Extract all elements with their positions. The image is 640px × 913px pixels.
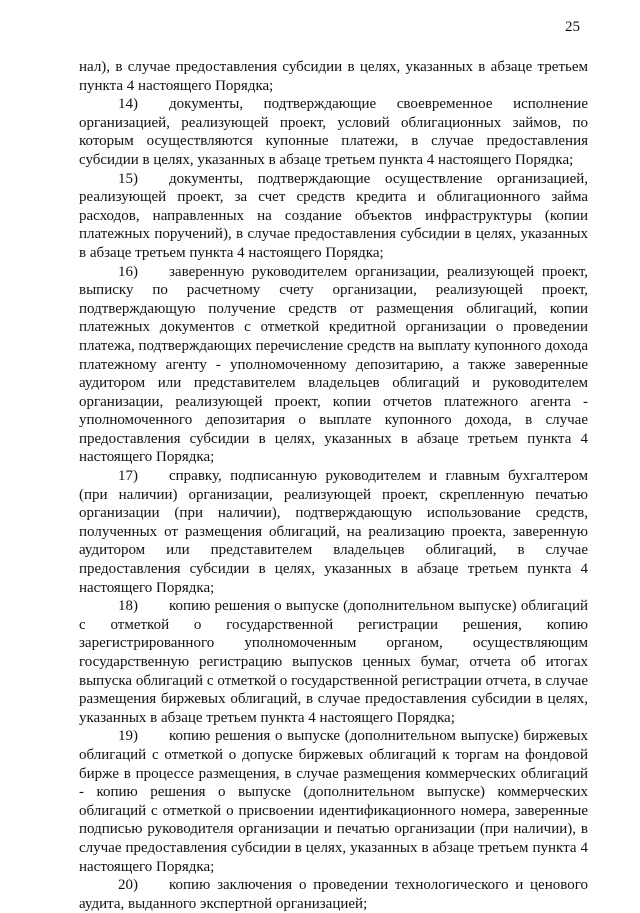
item-number: 17) (118, 468, 138, 485)
item-number: 14) (118, 96, 138, 113)
item-text: копию решения о выпуске (дополнительном выпуске) биржевых облигаций с отметкой о допуске биржевых облигаций к торгам на фондовой бирже в процессе размещения, в случае размещения коммерческих облигаций - копию решения о выпуске (дополнительном выпуске) коммерческих облигаций с отметкой о присвоении идентификационного номера, заверенные подписью руководителя организации и печатью организации (при наличии), в случае предоставления субсидии в целях, указанных в абзаце третьем пункта 4 настоящего Порядка; (79, 728, 588, 875)
item-number: 15) (118, 170, 138, 187)
item-number: 20) (118, 877, 138, 894)
item-text: заверенную руководителем организации, реализующей проект, выписку по расчетному счету организации, реализующей проект, подтверждающую получение средств от размещения облигаций, копии платежных документов с отметкой кредитной организации о проведении платежа, подтверждающих перечисление средств на выплату купонного дохода платежному агенту - уполномоченному депозитарию, а также заверенные аудитором или представителем владельцев облигаций и руководителем организации, реализующей проект, копии отчетов платежного агента - уполномоченного депозитария о выплате купонного дохода, в случае предоставления субсидии в целях, указанных в абзаце третьем пункта 4 настоящего Порядка; (79, 263, 588, 466)
document-body (79, 58, 588, 913)
item-text: документы, подтверждающие осуществление организацией, реализующей проект, за счет средств кредита и облигационного займа расходов, направленных на создание объектов инфраструктуры (копии платежных поручений), в случае предоставления субсидии в целях, указанных в абзаце третьем пункта 4 настоящего Порядка; (79, 170, 588, 261)
item-number: 19) (118, 728, 138, 745)
list-item-18 (79, 597, 588, 727)
item-number: 16) (118, 263, 138, 280)
item-text: справку, подписанную руководителем и главным бухгалтером (при наличии) организации, реализующей проект, скрепленную печатью организации (при наличии), подтверждающую использование средств, полученных от размещения облигаций, на реализацию проекта, заверенную аудитором или представителем владельцев облигаций, в случае предоставления субсидии в целях, указанных в абзаце третьем пункта 4 настоящего Порядка; (79, 468, 588, 596)
item-text: копию заключения о проведении технологического и ценового аудита, выданного экспертной организацией; (79, 877, 588, 912)
list-item-14 (79, 95, 588, 169)
page-number: 25 (565, 19, 580, 35)
list-item-19 (79, 727, 588, 876)
list-item-20 (79, 876, 588, 913)
list-item-16 (79, 263, 588, 468)
item-text: копию решения о выпуске (дополнительном выпуске) облигаций с отметкой о государственной регистрации решения, копию зарегистрированного уполномоченным органом, осуществляющим государственную регистрацию выпусков ценных бумаг, отчета об итогах выпуска облигаций с отметкой о государственной регистрации отчета, в случае размещения биржевых облигаций, в случае предоставления субсидии в целях, указанных в абзаце третьем пункта 4 настоящего Порядка; (79, 598, 588, 726)
item-number: 18) (118, 598, 138, 615)
item-text: документы, подтверждающие своевременное исполнение организацией, реализующей проект, условий облигационных займов, по которым осуществляются купонные платежи, в случае предоставления субсидии в целях, указанных в абзаце третьем пункта 4 настоящего Порядка; (79, 96, 588, 168)
list-item-15 (79, 170, 588, 263)
list-item-17 (79, 467, 588, 597)
continuation-paragraph: нал), в случае предоставления субсидии в целях, указанных в абзаце третьем пункта 4 настоящего Порядка; (79, 59, 588, 94)
